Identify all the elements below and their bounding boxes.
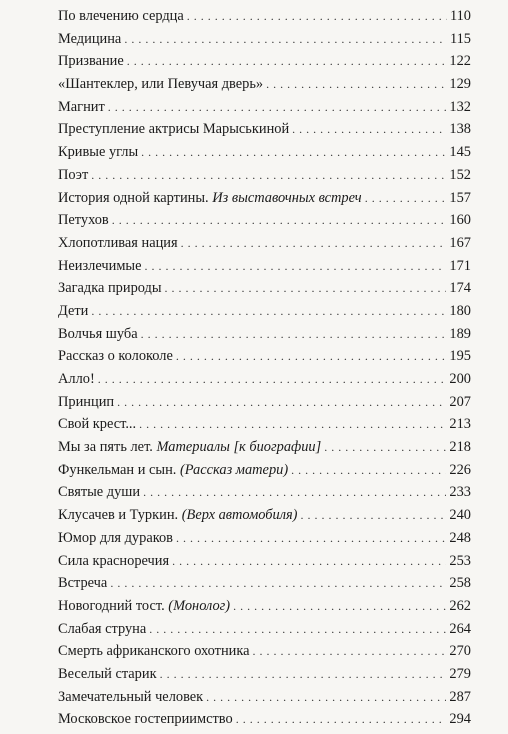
- toc-entry-title-block: [58, 212, 112, 229]
- toc-entry-title: Загадка природы: [58, 280, 162, 297]
- toc-entry-title-block: [58, 621, 149, 638]
- toc-entry-title-block: [58, 121, 292, 138]
- dot-leader: [98, 372, 447, 387]
- toc-entry-title: Медицина: [58, 30, 122, 47]
- dot-leader: [117, 395, 446, 410]
- toc-entry-page-number: 240: [449, 507, 471, 524]
- toc-entry-title-block: [58, 8, 187, 25]
- toc-entry-title: Призвание: [58, 53, 124, 70]
- toc-entry-page-number: 226: [449, 461, 471, 478]
- toc-entry: [58, 348, 471, 371]
- toc-entry-page-number: 189: [449, 325, 471, 342]
- toc-entry-page-number: 207: [449, 393, 471, 410]
- toc-entry-title-block: [58, 348, 176, 365]
- dot-leader: [108, 100, 447, 115]
- dot-leader: [291, 463, 446, 478]
- toc-entry: [58, 416, 471, 439]
- toc-entry-title-block: [58, 666, 160, 683]
- toc-entry-page-number: 258: [449, 575, 471, 592]
- toc-entry: [58, 439, 471, 462]
- toc-entry-title-block: [58, 371, 98, 388]
- toc-entry-page-number: 171: [449, 257, 471, 274]
- toc-entry-title-block: [58, 258, 144, 275]
- toc-entry-title: Московское гостеприимство: [58, 711, 233, 728]
- toc-entry-title: Юмор для дураков: [58, 529, 173, 546]
- toc-entry-title: Принцип: [58, 393, 115, 410]
- toc-entry-title-block: [58, 144, 141, 161]
- dot-leader: [187, 9, 447, 24]
- toc-entry-title-block: [58, 462, 291, 479]
- toc-entry-title-block: [58, 394, 117, 411]
- toc-entry-title: По влечению сердца: [58, 8, 184, 24]
- toc-entry-title: Дети: [58, 302, 89, 319]
- toc-entry-page-number: 233: [449, 484, 471, 501]
- toc-entry: [58, 76, 471, 99]
- toc-entry-page-number: 195: [449, 348, 471, 365]
- dot-leader: [144, 259, 446, 274]
- toc-entry-page-number: 253: [449, 552, 471, 569]
- dot-leader: [365, 191, 447, 206]
- toc-entry: [58, 484, 471, 507]
- toc-entry-page-number: 180: [449, 302, 471, 319]
- toc-entry: [58, 167, 471, 190]
- dot-leader: [124, 32, 447, 47]
- toc-entry-page-number: 279: [449, 665, 471, 682]
- dot-leader: [253, 644, 447, 659]
- toc-entry-subtitle: (Монолог): [168, 597, 231, 614]
- toc-entry-title: Веселый старик: [58, 665, 157, 682]
- toc-entry-title-block: [58, 416, 139, 433]
- toc-entry-title-block: [58, 507, 300, 524]
- toc-entry: [58, 53, 471, 76]
- toc-entry-title-block: [58, 326, 141, 343]
- toc-entry: [58, 235, 471, 258]
- toc-entry: [58, 575, 471, 598]
- toc-entry-subtitle: (Рассказ матери): [180, 461, 289, 478]
- dot-leader: [112, 213, 447, 228]
- dot-leader: [143, 485, 446, 500]
- toc-entry-title: Слабая струна: [58, 620, 147, 637]
- toc-entry-page-number: 122: [449, 53, 471, 70]
- toc-entry: [58, 598, 471, 621]
- dot-leader: [266, 77, 446, 92]
- toc-entry-title-block: [58, 689, 206, 706]
- toc-entry-page-number: 115: [449, 30, 471, 47]
- toc-entry-title: Свой крест...: [58, 416, 137, 433]
- toc-entry-title: Святые души: [58, 484, 141, 501]
- toc-entry-title: Магнит: [58, 98, 105, 115]
- toc-entry: [58, 553, 471, 576]
- toc-entry: [58, 258, 471, 281]
- toc-entry-page-number: 110: [449, 8, 471, 24]
- toc-entry-title: Неизлечимые: [58, 257, 142, 274]
- toc-entry-title-block: [58, 598, 233, 615]
- toc-entry: [58, 99, 471, 122]
- dot-leader: [176, 349, 447, 364]
- toc-entry-title: Кривые углы: [58, 144, 139, 161]
- toc-entry-title: Клусачев и Туркин.: [58, 507, 179, 524]
- toc-entry-title: Волчья шуба: [58, 325, 138, 342]
- toc-entry: [58, 326, 471, 349]
- toc-entry-page-number: 294: [449, 711, 471, 728]
- table-of-contents: [58, 8, 471, 734]
- toc-entry-title: Хлопотливая нация: [58, 234, 178, 251]
- toc-entry-subtitle: (Верх автомобиля): [181, 507, 298, 524]
- toc-entry-page-number: 160: [449, 212, 471, 229]
- toc-entry: [58, 212, 471, 235]
- toc-entry: [58, 462, 471, 485]
- toc-entry-title: Мы за пять лет.: [58, 439, 153, 456]
- toc-entry-title: Петухов: [58, 212, 109, 229]
- toc-entry-subtitle: Из выставочных встреч: [212, 189, 362, 206]
- toc-entry-title-block: [58, 31, 124, 48]
- toc-entry-title: Новогодний тост.: [58, 597, 165, 614]
- toc-entry-title-block: [58, 711, 236, 728]
- toc-entry: [58, 621, 471, 644]
- toc-entry-page-number: 157: [449, 189, 471, 206]
- toc-entry-title-block: [58, 53, 127, 70]
- toc-entry: [58, 8, 471, 31]
- toc-entry-title-block: [58, 439, 324, 456]
- dot-leader: [181, 236, 447, 251]
- toc-entry-title: «Шантеклер, или Певучая дверь»: [58, 76, 264, 93]
- toc-entry-title-block: [58, 530, 176, 547]
- toc-entry-title: Смерть африканского охотника: [58, 643, 250, 660]
- dot-leader: [91, 304, 446, 319]
- toc-entry: [58, 121, 471, 144]
- toc-entry: [58, 144, 471, 167]
- toc-entry: [58, 666, 471, 689]
- dot-leader: [236, 712, 447, 727]
- toc-entry-page-number: 152: [449, 166, 471, 183]
- toc-entry-title-block: [58, 280, 165, 297]
- toc-entry-title: Алло!: [58, 371, 95, 387]
- dot-leader: [292, 122, 446, 137]
- toc-entry-title: Поэт: [58, 166, 89, 183]
- toc-entry-page-number: 287: [449, 688, 471, 705]
- toc-entry-title-block: [58, 76, 266, 93]
- dot-leader: [324, 440, 446, 455]
- toc-entry: [58, 643, 471, 666]
- toc-entry-page-number: 213: [449, 416, 471, 433]
- dot-leader: [127, 54, 447, 69]
- toc-entry: [58, 507, 471, 530]
- dot-leader: [139, 417, 446, 432]
- toc-entry-page-number: 218: [449, 439, 471, 456]
- toc-entry-page-number: 248: [449, 529, 471, 546]
- toc-entry-page-number: 200: [449, 371, 471, 387]
- toc-entry-title-block: [58, 575, 110, 592]
- toc-entry-title: История одной картины.: [58, 189, 209, 206]
- toc-entry: [58, 190, 471, 213]
- toc-entry-page-number: 262: [449, 597, 471, 614]
- toc-entry-page-number: 270: [449, 643, 471, 660]
- toc-entry-title: Сила красноречия: [58, 552, 170, 569]
- toc-entry-title-block: [58, 235, 181, 252]
- toc-entry-title-block: [58, 99, 108, 116]
- toc-entry-title: Встреча: [58, 575, 108, 592]
- toc-entry-page-number: 167: [449, 234, 471, 251]
- dot-leader: [149, 622, 446, 637]
- toc-entry-page-number: 145: [449, 144, 471, 161]
- toc-entry: [58, 530, 471, 553]
- dot-leader: [141, 145, 446, 160]
- dot-leader: [141, 327, 447, 342]
- toc-entry: [58, 711, 471, 734]
- toc-entry: [58, 394, 471, 417]
- toc-entry: [58, 280, 471, 303]
- dot-leader: [233, 599, 446, 614]
- toc-entry-title: Преступление актрисы Марыськиной: [58, 121, 290, 138]
- toc-entry: [58, 371, 471, 394]
- toc-entry-page-number: 129: [449, 76, 471, 93]
- toc-entry-title-block: [58, 190, 365, 207]
- toc-entry: [58, 689, 471, 712]
- dot-leader: [165, 281, 447, 296]
- toc-entry-title-block: [58, 484, 143, 501]
- toc-entry-page-number: 174: [449, 280, 471, 297]
- toc-entry-title-block: [58, 553, 172, 570]
- toc-entry-page-number: 138: [449, 121, 471, 138]
- toc-entry-title-block: [58, 167, 91, 184]
- toc-entry-page-number: 132: [449, 98, 471, 115]
- toc-entry-title-block: [58, 303, 91, 320]
- dot-leader: [172, 554, 446, 569]
- dot-leader: [110, 576, 446, 591]
- toc-entry: [58, 31, 471, 54]
- dot-leader: [176, 531, 446, 546]
- dot-leader: [91, 168, 446, 183]
- toc-entry-title: Рассказ о колоколе: [58, 348, 173, 365]
- toc-entry-title-block: [58, 643, 253, 660]
- dot-leader: [160, 667, 447, 682]
- toc-entry-title: Функельман и сын.: [58, 461, 177, 478]
- toc-entry-subtitle: Материалы [к биографии]: [156, 439, 322, 456]
- toc-entry-title: Замечательный человек: [58, 688, 204, 705]
- dot-leader: [300, 508, 446, 523]
- toc-entry: [58, 303, 471, 326]
- toc-entry-page-number: 264: [449, 620, 471, 637]
